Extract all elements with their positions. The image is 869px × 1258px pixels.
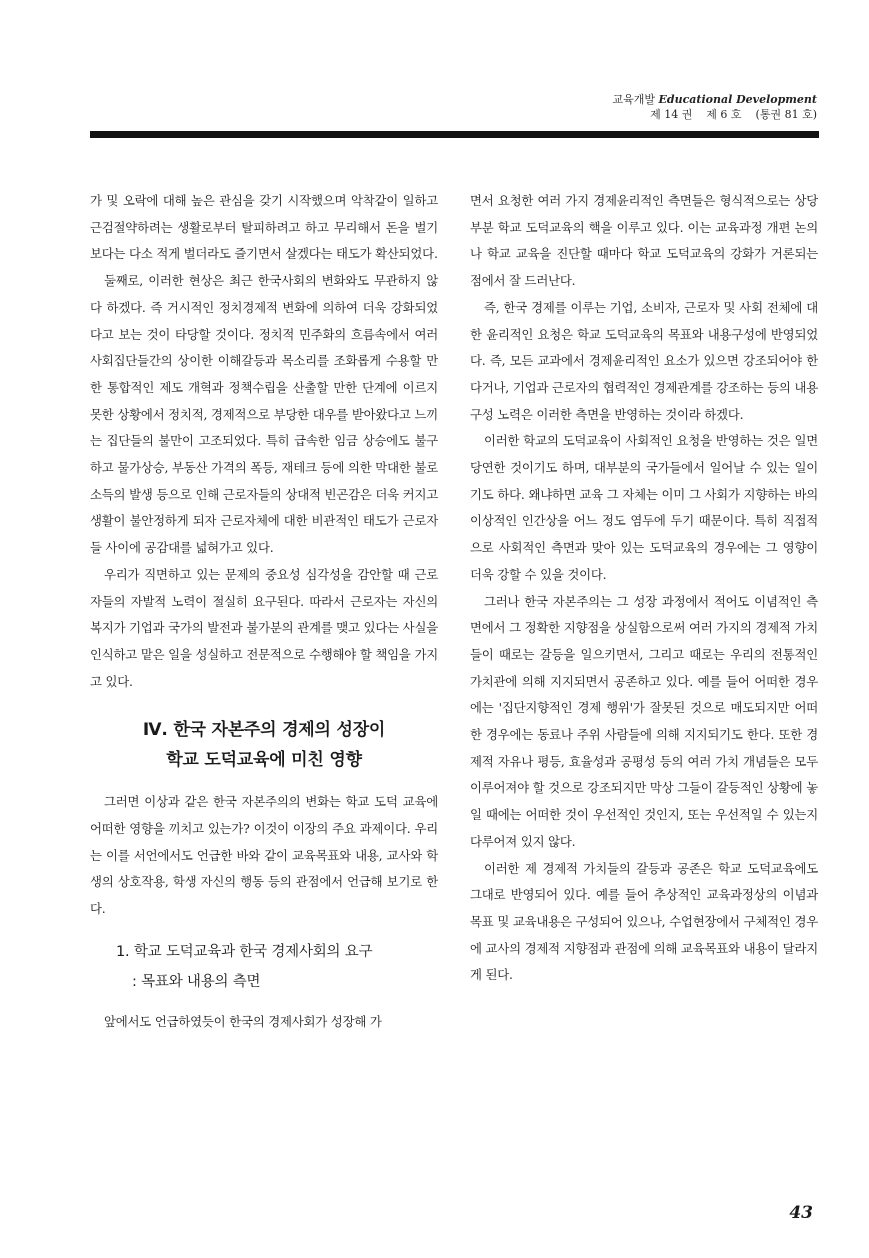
paragraph: 앞에서도 언급하였듯이 한국의 경제사회가 성장해 가 — [104, 1013, 382, 1029]
paragraph: 그러면 이상과 같은 한국 자본주의의 변화는 학교 도덕 교육에 어떠한 영향을 끼치고 있는가? 이것이 이장의 주요 과제이다. 우리는 이를 서언에서도 언급한 바와 같이 교육목표와 내용, 교사와 학생의 상호작용, 학생 자신의 행동 등의 관점에서 언급해 보기로 한다. — [90, 794, 438, 917]
paragraph: 둘째로, 이러한 현상은 최근 한국사회의 변화와도 무관하지 않다 하겠다. 즉 거시적인 정치경제적 변화에 의하여 더욱 강화되었다고 보는 것이 타당할 것이다. 정치적 민주화의 흐름속에서 여러 사회집단들간의 상이한 이해갈등과 목소리를 조화롭게 수용할 만한 통합적인 제도 개혁과 정책수립을 산출할 만한 단계에 이르지 못한 상황에서 정치적, 경제적으로 부당한 대우를 받아왔다고 느끼는 집단들의 불만이 고조되었다. 특히 급속한 임금 상승에도 불구하고 물가상승, 부동산 가격의 폭등, 재테크 등에 의한 막대한 불로소득의 발생 등으로 인해 근로자들의 상대적 빈곤감은 더욱 커지고 생활이 불안정하게 되자 근로자체에 대한 비관적인 태도가 근로자들 사이에 공감대를 넓혀가고 있다. — [90, 273, 438, 556]
paragraph: 이러한 학교의 도덕교육이 사회적인 요청을 반영하는 것은 일면 당연한 것이기도 하며, 대부분의 국가들에서 일어날 수 있는 일이기도 하다. 왜냐하면 교육 그 자체는 이미 그 사회가 지향하는 바의 이상적인 인간상을 어느 정도 염두에 두기 때문이다. 특히 직접적으로 사회적인 측면과 맞아 있는 도덕교육의 경우에는 그 영향이 더욱 강할 수 있을 것이다. — [470, 433, 818, 582]
section-heading-line-2: 학교 도덕교육에 미친 영향 — [166, 750, 362, 771]
section-heading-line-1: Ⅳ. 한국 자본주의 경제의 성장이 — [142, 720, 386, 741]
left-column — [90, 188, 438, 1036]
paragraph: 그러나 한국 자본주의는 그 성장 과정에서 적어도 이념적인 측면에서 그 정확한 지향점을 상실함으로써 여러 가지의 경제적 가치들이 때로는 갈등을 일으키면서, 그리고 때로는 우리의 전통적인 가치관에 의해 지지되면서 공존하고 있다. 예를 들어 어떠한 경우에는 '집단지향적인 경제 행위'가 잘못된 것으로 매도되지만 어떠한 경우에는 동료나 주위 사람들에 의해 지지되기도 한다. 또한 경제적 자유나 평등, 효율성과 공평성 등의 여러 가치 개념들은 모두 이루어져야 할 것으로 강조되지만 막상 그들이 갈등적인 상황에 놓일 때에는 어떠한 것이 우선적인 것인지, 또는 우선적일 수 있는지 다루어져 있지 않다. — [470, 593, 818, 849]
paragraph: 즉, 한국 경제를 이루는 기업, 소비자, 근로자 및 사회 전체에 대한 윤리적인 요청은 학교 도덕교육의 목표와 내용구성에 반영되었다. 즉, 모든 교과에서 경제윤리적인 요소가 있으면 강조되어야 한다거나, 기업과 근로자의 협력적인 경제관계를 강조하는 등의 내용구성 노력은 이러한 측면을 반영하는 것이라 하겠다. — [470, 299, 818, 422]
subsection-heading-line-1: 1. 학교 도덕교육과 한국 경제사회의 요구 — [116, 943, 373, 960]
paragraph: 면서 요청한 여러 가지 경제윤리적인 측면들은 형식적으로는 상당 부분 학교 도덕교육의 핵을 이루고 있다. 이는 교육과정 개편 논의나 학교 교육을 진단할 때마다 학교 도덕교육의 강화가 거론되는 점에서 잘 드러난다. — [470, 193, 818, 289]
paragraph: 가 및 오락에 대해 높은 관심을 갖기 시작했으며 악착같이 일하고 근검절약하려는 생활로부터 탈피하려고 하고 무리해서 돈을 벌기보다는 다소 적게 벌더라도 즐기면서 살겠다는 태도가 확산되었다. — [90, 193, 438, 262]
journal-title-en: Educational Development — [658, 93, 817, 106]
subsection-heading-line-2: : 목표와 내용의 측면 — [132, 973, 261, 990]
paragraph: 이러한 제 경제적 가치들의 갈등과 공존은 학교 도덕교육에도 그대로 반영되어 있다. 예를 들어 추상적인 교육과정상의 이념과 목표 및 교육내용은 구성되어 있으나, 수업현장에서 구체적인 경우에 교사의 경제적 지향점과 관점에 의해 교육목표와 내용이 달라지게 된다. — [470, 860, 818, 983]
journal-title-ko: 교육개발 — [612, 93, 656, 106]
subsection-heading — [116, 937, 438, 997]
journal-title — [613, 92, 818, 107]
header-rule — [90, 131, 819, 138]
section-heading — [90, 715, 438, 775]
issue-info: 제 14 권 제 6 호 (통권 81 호) — [650, 108, 817, 121]
page-number: 43 — [789, 1203, 813, 1223]
running-header — [613, 92, 818, 122]
right-column — [470, 188, 818, 989]
paragraph: 우리가 직면하고 있는 문제의 중요성 심각성을 감안할 때 근로자들의 자발적 노력이 절실히 요구된다. 따라서 근로자는 자신의 복지가 기업과 국가의 발전과 불가분의 관계를 맺고 있다는 사실을 인식하고 맡은 일을 성실하고 전문적으로 수행해야 할 책임을 가지고 있다. — [90, 566, 438, 689]
